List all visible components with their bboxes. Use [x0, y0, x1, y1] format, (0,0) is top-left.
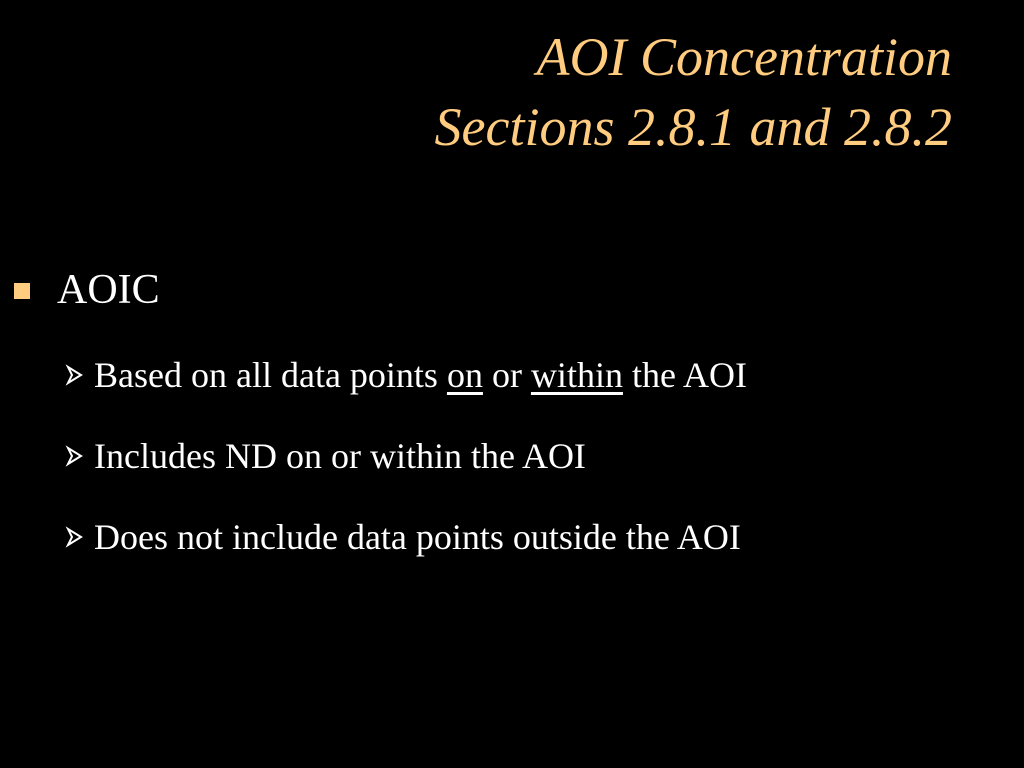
square-bullet-icon [14, 283, 30, 299]
subbullet-includes-nd [64, 433, 586, 479]
subbullet-text: Includes ND on or within the AOI [94, 436, 586, 476]
underlined-within: within [530, 355, 623, 395]
subbullet-text: Does not include data points outside the AOI [94, 517, 741, 557]
subbullet-text-part: or [482, 355, 531, 395]
arrow-bullet-icon [64, 364, 86, 386]
subbullet-text-part: the AOI [622, 355, 747, 395]
subbullet-text-part: Based on all data points [94, 355, 447, 395]
title-line-1: AOI Concentration [536, 27, 952, 87]
title-line-2: Sections 2.8.1 and 2.8.2 [434, 97, 952, 157]
subbullet-based-on [64, 352, 747, 398]
arrow-bullet-icon [64, 445, 86, 467]
slide-title [435, 22, 952, 162]
underlined-on: on [446, 355, 483, 395]
subbullet-does-not-include [64, 514, 741, 560]
arrow-bullet-icon [64, 526, 86, 548]
bullet-aoic [14, 262, 160, 318]
bullet-aoic-label: AOIC [57, 267, 160, 313]
